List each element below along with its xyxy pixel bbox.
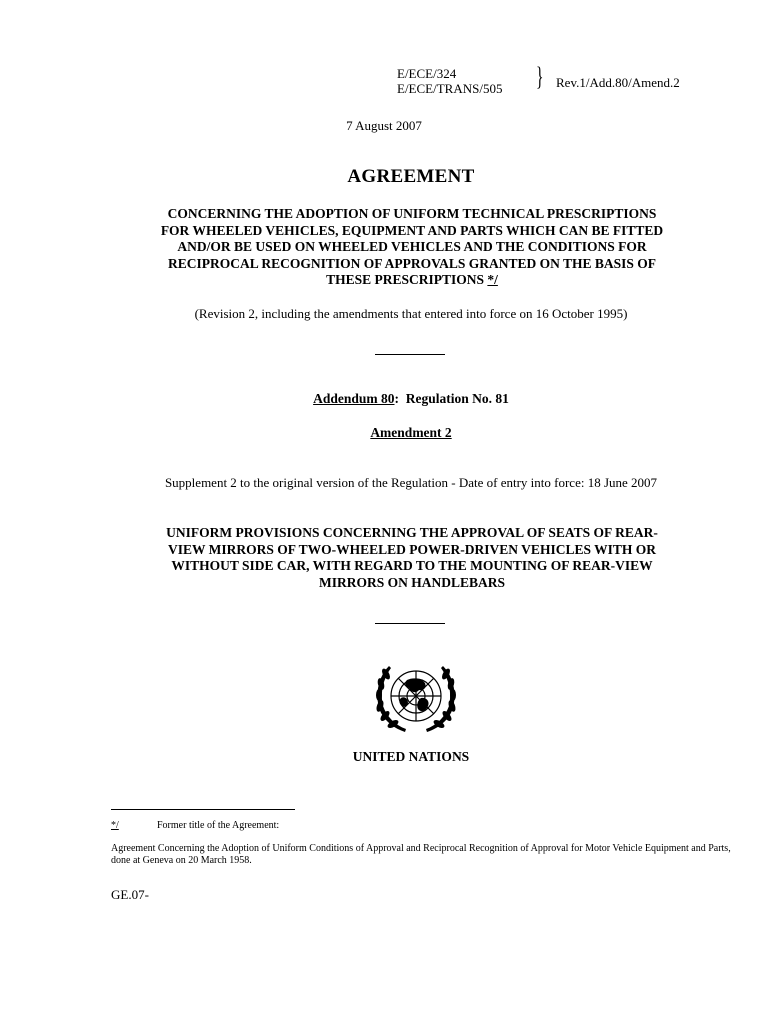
footnote-label: Former title of the Agreement: <box>157 820 280 831</box>
revision-note: (Revision 2, including the amendments that entered into force on 16 October 1995) <box>194 306 628 321</box>
brace-symbol: } <box>536 62 544 91</box>
regulation-title-line: WITHOUT SIDE CAR, WITH REGARD TO THE MOUNTING OF REAR-VIEW <box>171 558 653 573</box>
agreement-subtitle <box>112 206 712 289</box>
regulation-title <box>112 525 712 591</box>
footnote-marker: */ <box>111 820 119 831</box>
subtitle-line: AND/OR BE USED ON WHEELED VEHICLES AND THE CONDITIONS FOR <box>177 239 647 254</box>
amendment-heading <box>0 425 768 441</box>
footnote-reference[interactable]: */ <box>487 272 498 287</box>
document-date: 7 August 2007 <box>346 118 422 133</box>
divider <box>375 623 445 624</box>
regulation-title-line: VIEW MIRRORS OF TWO-WHEELED POWER-DRIVEN VEHICLES WITH OR <box>168 541 656 557</box>
footnote-divider <box>111 809 295 810</box>
divider <box>375 354 445 355</box>
subtitle-line: FOR WHEELED VEHICLES, EQUIPMENT AND PARTS WHICH CAN BE FITTED <box>160 222 664 238</box>
addendum-label: Addendum 80 <box>313 391 395 406</box>
revision-symbol: Rev.1/Add.80/Amend.2 <box>556 75 680 90</box>
subtitle-line-text: THESE PRESCRIPTIONS <box>326 272 485 287</box>
supplement-note: Supplement 2 to the original version of the Regulation - Date of entry into force: 18 June 2007 <box>164 475 658 490</box>
regulation-title-line: MIRRORS ON HANDLEBARS <box>318 574 506 590</box>
footnote-text: Agreement Concerning the Adoption of Uniform Conditions of Approval and Reciprocal Recognition of Approval for Motor Vehicle Equipment and Parts, done at Geneva on 20 March 1958. <box>111 843 731 866</box>
document-symbols <box>397 66 502 96</box>
job-number: GE.07- <box>111 887 149 902</box>
document-symbol-1: E/ECE/324 <box>397 66 457 81</box>
amendment-label: Amendment 2 <box>370 425 452 440</box>
organization-name: UNITED NATIONS <box>352 749 470 764</box>
addendum-heading <box>0 391 768 407</box>
regulation-number: Regulation No. 81 <box>405 391 509 406</box>
addendum-separator: : <box>394 391 399 406</box>
un-emblem-icon <box>369 658 463 736</box>
document-symbol-2: E/ECE/TRANS/505 <box>397 81 503 96</box>
regulation-title-line: UNIFORM PROVISIONS CONCERNING THE APPROVAL OF SEATS OF REAR- <box>166 525 658 540</box>
subtitle-line: RECIPROCAL RECOGNITION OF APPROVALS GRANTED ON THE BASIS OF <box>167 255 657 271</box>
page-title: AGREEMENT <box>347 166 475 187</box>
subtitle-line: CONCERNING THE ADOPTION OF UNIFORM TECHNICAL PRESCRIPTIONS <box>167 206 657 221</box>
subtitle-last-line <box>112 272 712 289</box>
